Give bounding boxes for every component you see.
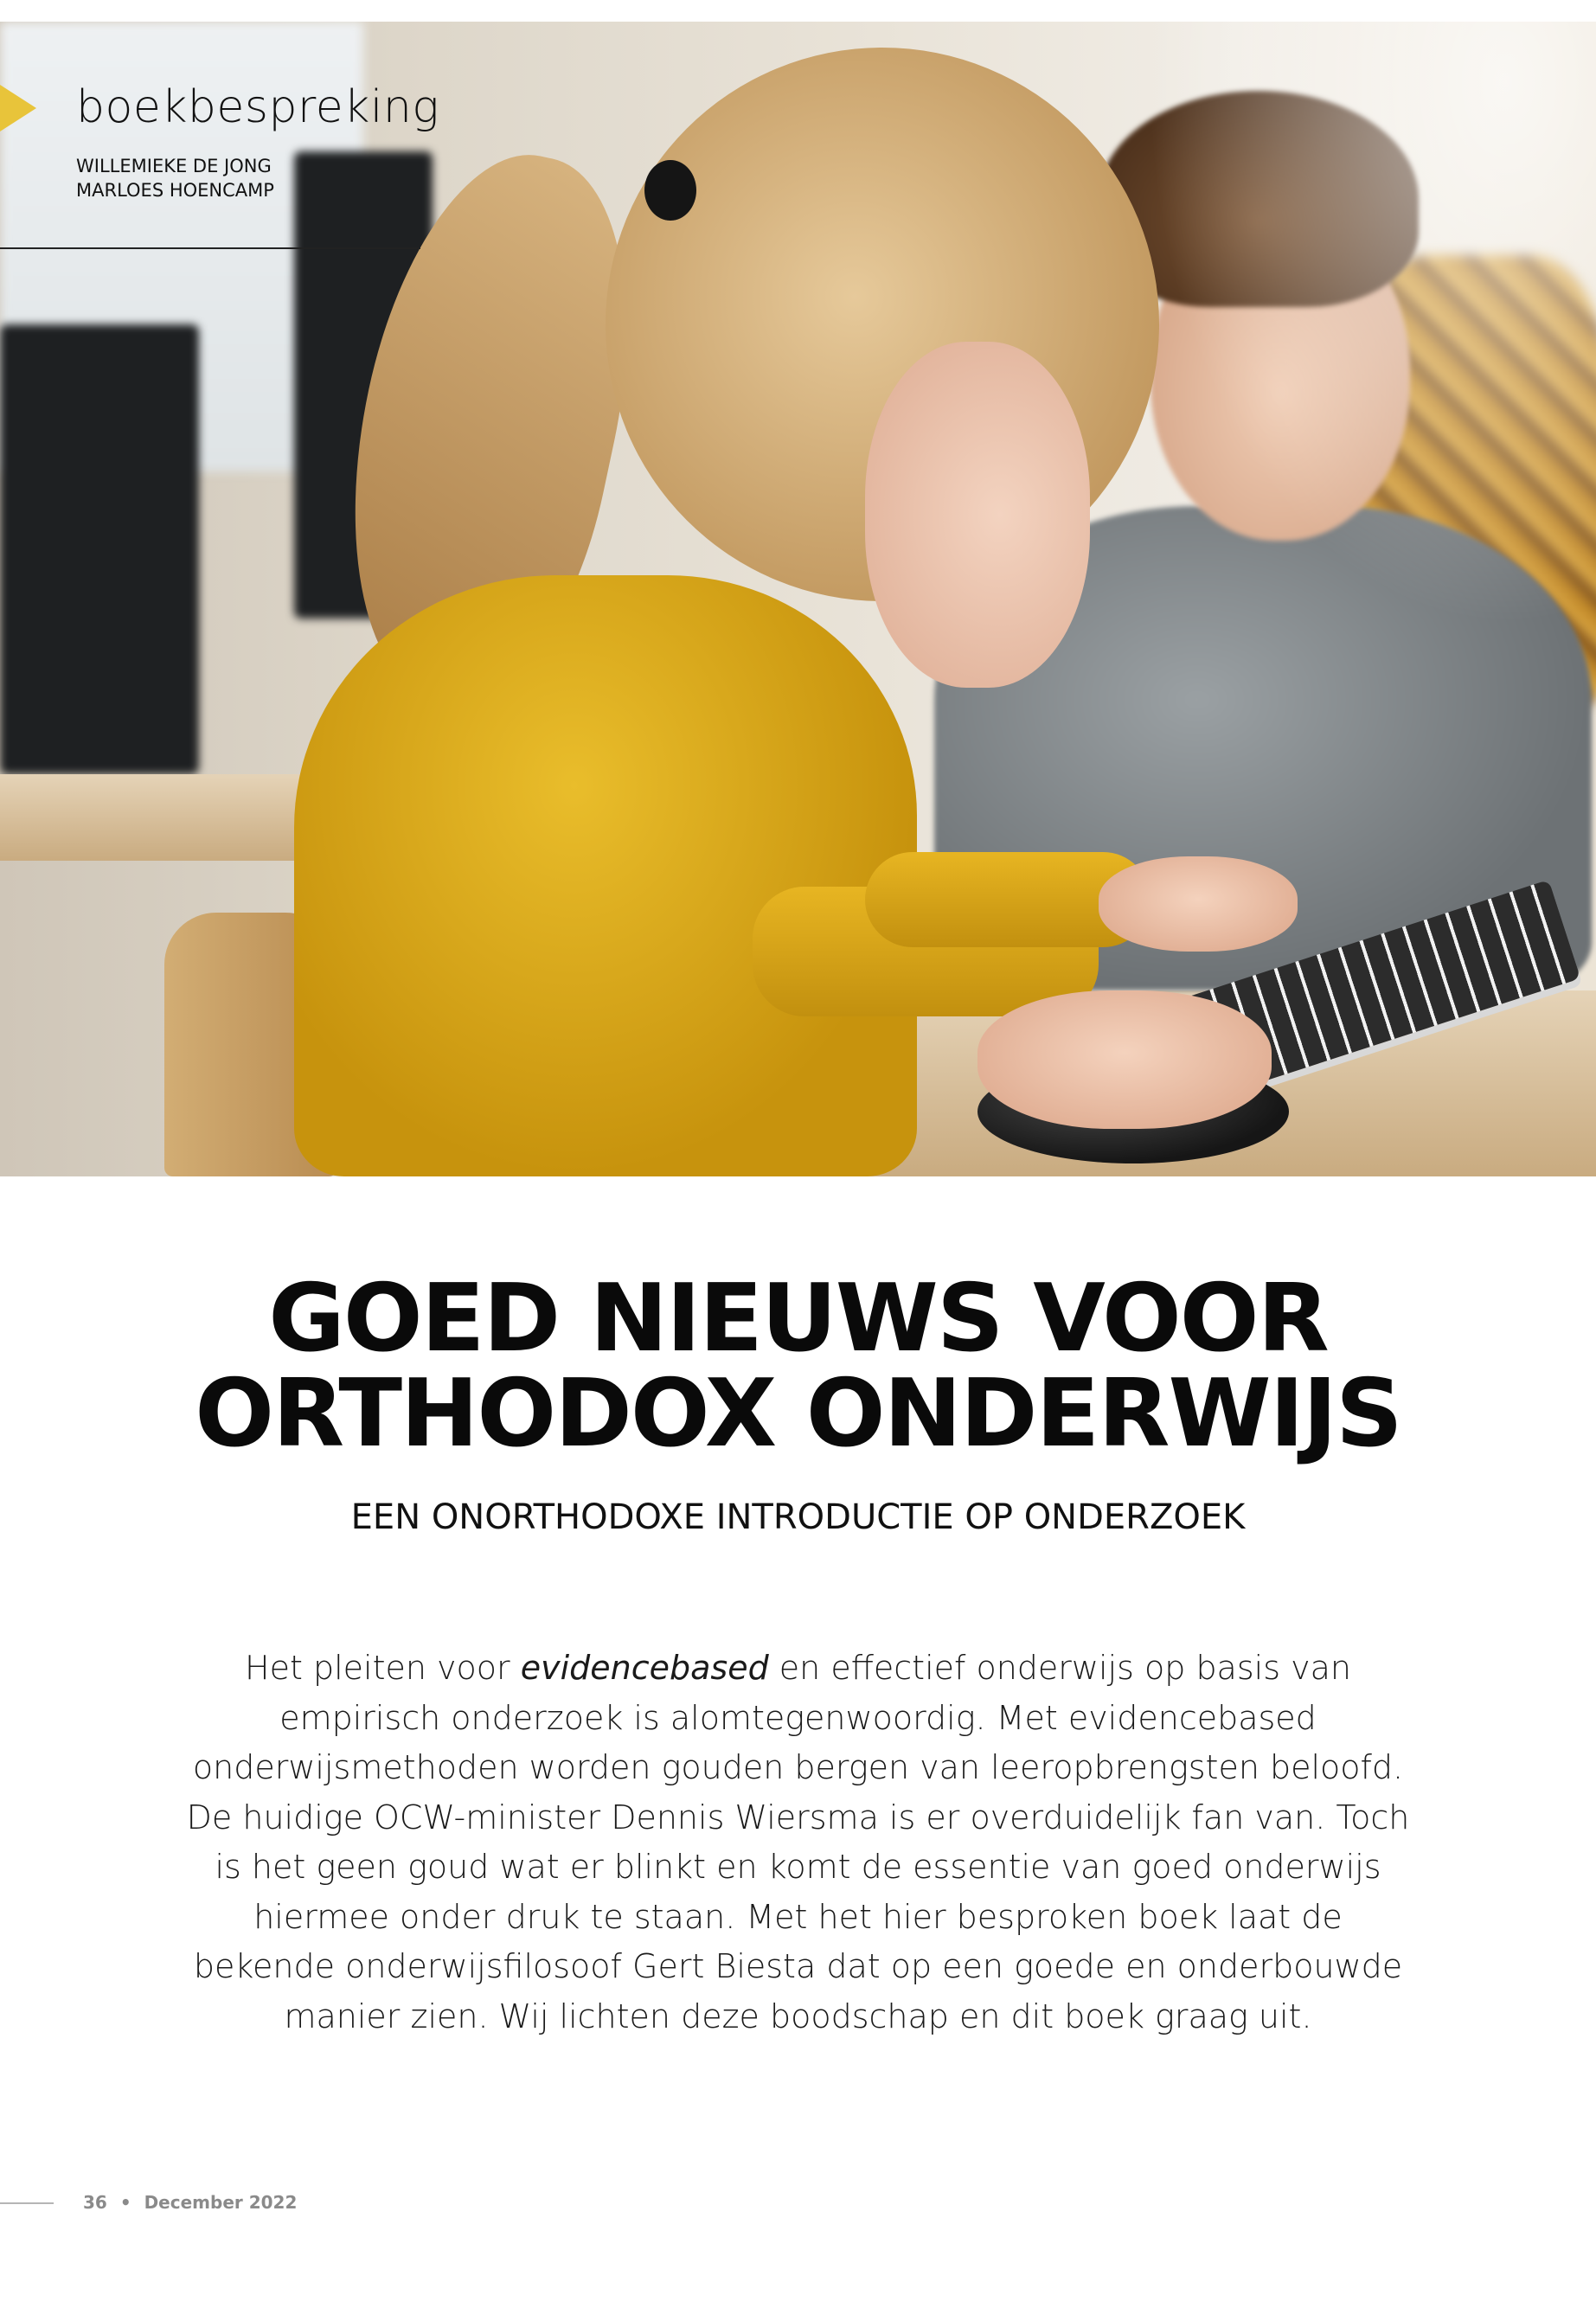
page-number: 36	[83, 2192, 107, 2213]
girl-face	[865, 342, 1090, 688]
authors	[76, 154, 274, 202]
background-monitor	[0, 324, 199, 774]
lead-line: bekende onderwijsfilosoof Gert Biesta dat op een goede en onderbouwde	[193, 1947, 1403, 1985]
author-name: WILLEMIEKE DE JONG	[76, 156, 272, 176]
girl-hand	[1099, 856, 1298, 952]
lead-line	[121, 1644, 1475, 1694]
section-marker-icon	[0, 85, 36, 131]
lead-line: manier zien. Wij lichten deze boodschap en dit boek graag uit.	[284, 1997, 1312, 2035]
article-lead	[121, 1644, 1475, 2041]
hair-tie	[644, 160, 696, 221]
section-label: boekbespreking	[76, 81, 439, 133]
issue-date: December 2022	[144, 2192, 298, 2213]
footer-divider	[0, 2202, 54, 2204]
page-footer	[83, 2190, 297, 2214]
lead-line: De huidige OCW-minister Dennis Wiersma is er overduidelijk fan van. Toch	[186, 1798, 1410, 1836]
title-line: GOED NIEUWS VOOR	[268, 1265, 1328, 1373]
lead-line: empirisch onderzoek is alomtegenwoordig. Met evidencebased	[279, 1698, 1317, 1737]
footer-separator: •	[119, 2192, 131, 2213]
lead-line: hiermee onder druk te staan. Met het hier besproken boek laat de	[253, 1897, 1343, 1936]
lead-text: Het pleiten voor	[245, 1649, 521, 1687]
girl-hand	[977, 990, 1272, 1129]
author-name: MARLOES HOENCAMP	[76, 180, 274, 201]
lead-line: is het geen goud wat er blinkt en komt de essentie van goed onderwijs	[215, 1848, 1381, 1886]
girl-sweater	[294, 575, 917, 1176]
lead-text: en effectief onderwijs op basis van	[768, 1649, 1351, 1687]
article-subtitle: EEN ONORTHODOXE INTRODUCTIE OP ONDERZOEK	[350, 1497, 1246, 1537]
lead-emphasis: evidencebased	[520, 1649, 769, 1687]
lead-line: onderwijsmethoden worden gouden bergen van leeropbrengsten beloofd.	[192, 1748, 1404, 1786]
article-title	[0, 1265, 1596, 1468]
title-line: ORTHODOX ONDERWIJS	[195, 1360, 1401, 1468]
light-glare	[1146, 22, 1596, 627]
header-divider	[0, 247, 420, 249]
